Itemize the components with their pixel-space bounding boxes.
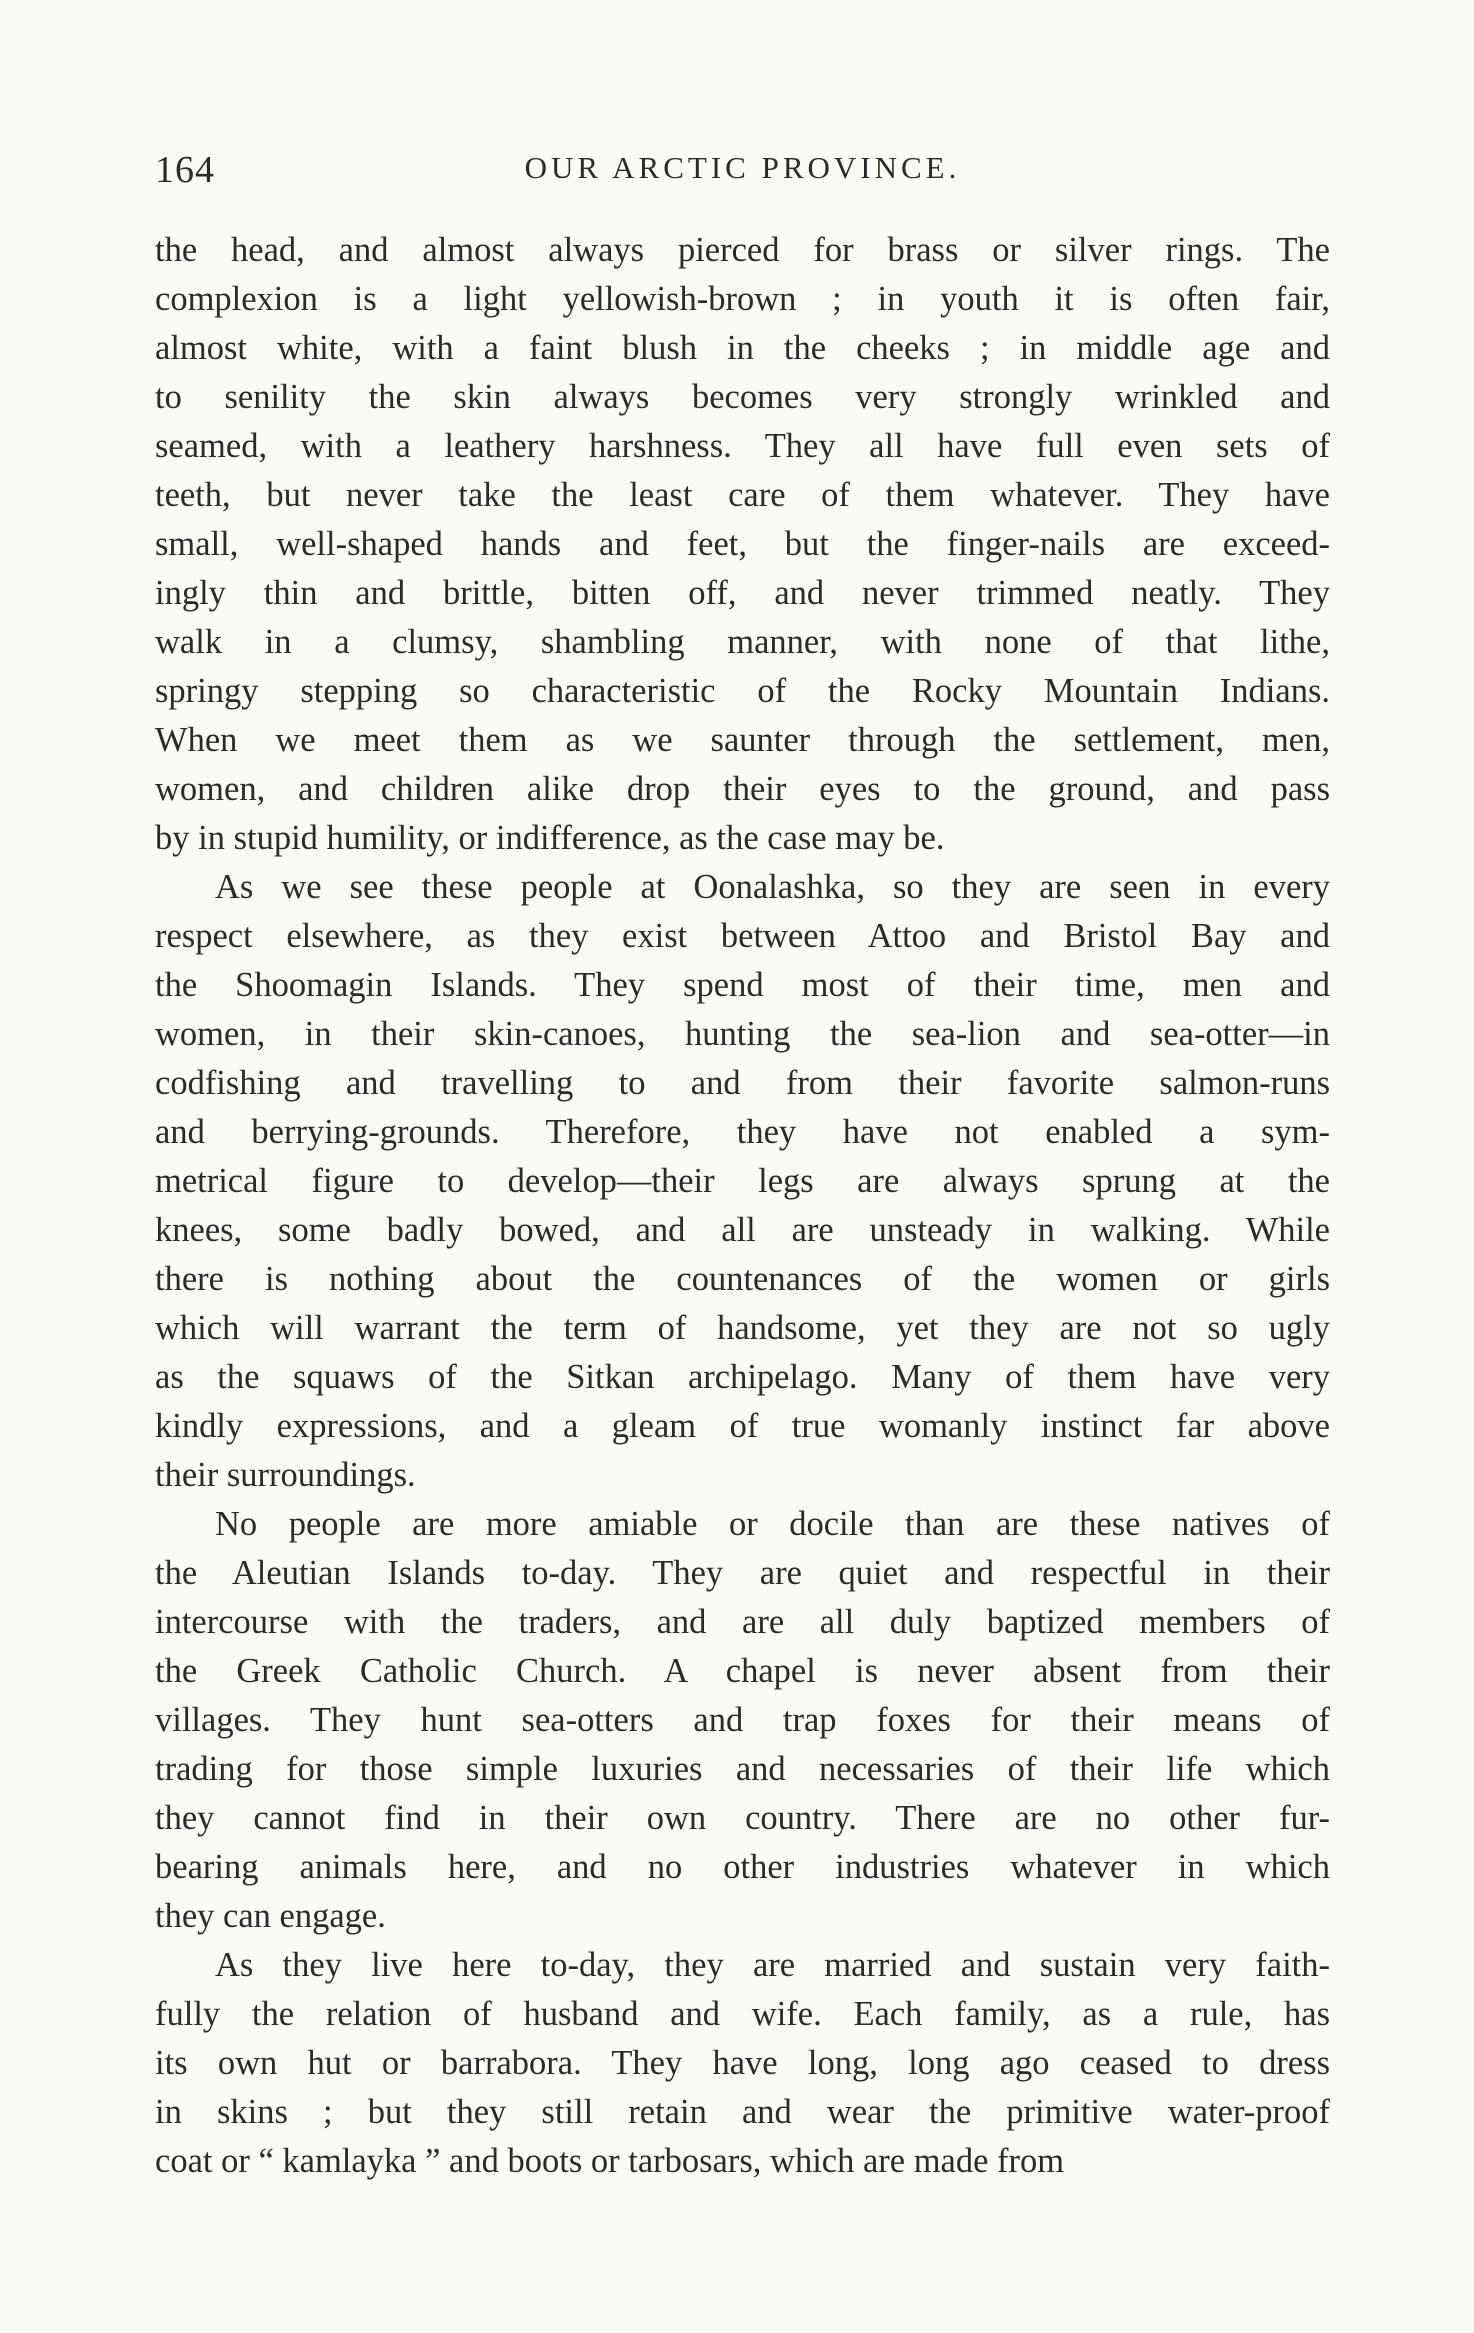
text-line: small, well-shaped hands and feet, but the finger-nails are exceed- <box>155 525 1330 563</box>
paragraph <box>155 863 1330 1500</box>
text-line: intercourse with the traders, and are all duly baptized members of <box>155 1603 1330 1641</box>
page-header <box>155 148 1330 198</box>
text-line: As we see these people at Oonalashka, so they are seen in every <box>215 868 1330 906</box>
text-line: and berrying-grounds. Therefore, they have not enabled a sym- <box>155 1113 1330 1151</box>
text-line: as the squaws of the Sitkan archipelago. Many of them have very <box>155 1358 1330 1396</box>
text-line: metrical figure to develop—their legs are always sprung at the <box>155 1162 1330 1200</box>
text-line: complexion is a light yellowish-brown ; in youth it is often fair, <box>155 280 1330 318</box>
body-text <box>155 226 1330 2186</box>
text-line: springy stepping so characteristic of the Rocky Mountain Indians. <box>155 672 1330 710</box>
text-line: As they live here to-day, they are married and sustain very faith- <box>215 1946 1330 1984</box>
text-line: the Shoomagin Islands. They spend most of their time, men and <box>155 966 1330 1004</box>
paragraph <box>155 1500 1330 1941</box>
text-line: which will warrant the term of handsome, yet they are not so ugly <box>155 1309 1330 1347</box>
text-line: bearing animals here, and no other industries whatever in which <box>155 1848 1330 1886</box>
text-line: the Greek Catholic Church. A chapel is never absent from their <box>155 1652 1330 1690</box>
text-line: in skins ; but they still retain and wear the primitive water-proof <box>155 2093 1330 2131</box>
text-line: walk in a clumsy, shambling manner, with none of that lithe, <box>155 623 1330 661</box>
text-line: to senility the skin always becomes very strongly wrinkled and <box>155 378 1330 416</box>
text-line: by in stupid humility, or indifference, as the case may be. <box>155 819 945 857</box>
text-line: knees, some badly bowed, and all are unsteady in walking. While <box>155 1211 1330 1249</box>
text-line: their surroundings. <box>155 1456 416 1494</box>
text-line: No people are more amiable or docile than are these natives of <box>215 1505 1330 1543</box>
paragraph <box>155 226 1330 863</box>
text-line: women, and children alike drop their eyes to the ground, and pass <box>155 770 1330 808</box>
text-line: there is nothing about the countenances of the women or girls <box>155 1260 1330 1298</box>
text-line: coat or “ kamlayka ” and boots or tarbosars, which are made from <box>155 2142 1065 2180</box>
text-line: the Aleutian Islands to-day. They are quiet and respectful in their <box>155 1554 1330 1592</box>
text-line: almost white, with a faint blush in the cheeks ; in middle age and <box>155 329 1330 367</box>
page-number: 164 <box>155 149 215 191</box>
text-line: villages. They hunt sea-otters and trap foxes for their means of <box>155 1701 1330 1739</box>
text-line: women, in their skin-canoes, hunting the sea-lion and sea-otter—in <box>155 1015 1330 1053</box>
text-line: teeth, but never take the least care of them whatever. They have <box>155 476 1330 514</box>
running-head: OUR ARCTIC PROVINCE. <box>524 150 961 185</box>
text-line: the head, and almost always pierced for brass or silver rings. The <box>155 231 1330 269</box>
text-line: ingly thin and brittle, bitten off, and never trimmed neatly. They <box>155 574 1330 612</box>
text-line: fully the relation of husband and wife. Each family, as a rule, has <box>155 1995 1330 2033</box>
text-line: they cannot find in their own country. There are no other fur- <box>155 1799 1330 1837</box>
text-line: its own hut or barrabora. They have long, long ago ceased to dress <box>155 2044 1330 2082</box>
text-line: trading for those simple luxuries and necessaries of their life which <box>155 1750 1330 1788</box>
paragraph <box>155 1941 1330 2186</box>
text-line: kindly expressions, and a gleam of true womanly instinct far above <box>155 1407 1330 1445</box>
text-line: they can engage. <box>155 1897 386 1935</box>
text-line: seamed, with a leathery harshness. They all have full even sets of <box>155 427 1330 465</box>
text-line: When we meet them as we saunter through the settlement, men, <box>155 721 1330 759</box>
text-line: respect elsewhere, as they exist between Attoo and Bristol Bay and <box>155 917 1330 955</box>
text-line: codfishing and travelling to and from their favorite salmon-runs <box>155 1064 1330 1102</box>
